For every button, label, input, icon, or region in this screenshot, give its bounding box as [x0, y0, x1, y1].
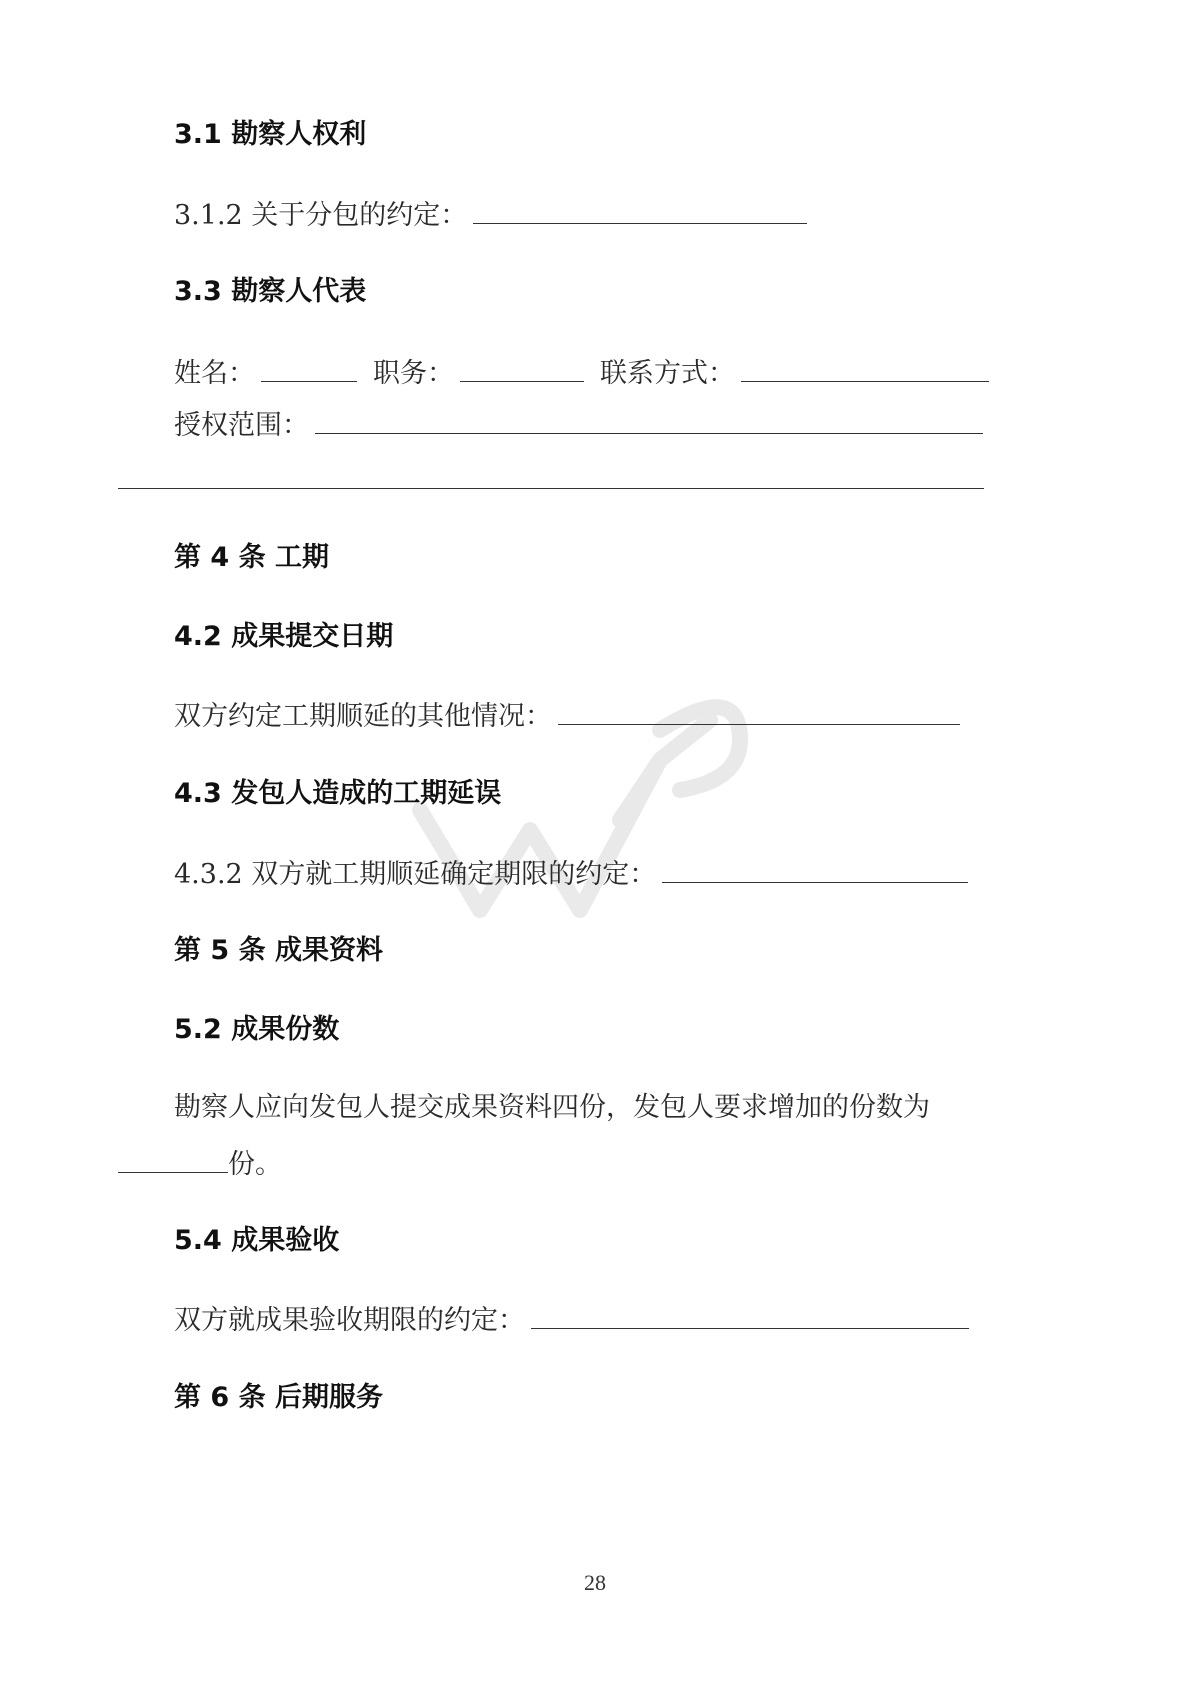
section-4-2-row	[174, 698, 960, 735]
authorization-scope-continuation	[118, 462, 984, 499]
extension-deadline-field[interactable]	[662, 856, 968, 883]
section-5-4-heading: 5.4 成果验收	[174, 1225, 340, 1256]
scope-field[interactable]	[315, 407, 983, 434]
copy-count-suffix: 份。	[228, 1149, 282, 1180]
section-5-2-heading: 5.2 成果份数	[174, 1014, 340, 1045]
section-4-3-heading: 4.3 发包人造成的工期延误	[174, 778, 502, 809]
contact-field[interactable]	[741, 355, 989, 382]
copy-count-field[interactable]	[118, 1146, 228, 1173]
representative-row	[174, 355, 989, 392]
extension-deadline-label: 4.3.2 双方就工期顺延确定期限的约定：	[174, 859, 657, 890]
section-3-1-2-row	[174, 197, 807, 234]
section-3-1-heading: 3.1 勘察人权利	[174, 119, 367, 150]
page-number: 28	[584, 1570, 606, 1595]
name-field[interactable]	[261, 355, 357, 382]
article-6-heading: 第 6 条 后期服务	[174, 1382, 383, 1413]
authorization-scope-row	[174, 407, 983, 444]
subcontract-label: 3.1.2 关于分包的约定：	[174, 200, 468, 231]
section-4-2-heading: 4.2 成果提交日期	[174, 621, 394, 652]
acceptance-deadline-field[interactable]	[531, 1302, 969, 1329]
extension-other-label: 双方约定工期顺延的其他情况：	[174, 701, 552, 732]
section-5-2-count-row	[118, 1146, 282, 1183]
section-5-4-row	[174, 1302, 969, 1339]
scope-label: 授权范围：	[174, 410, 309, 441]
position-field[interactable]	[460, 355, 584, 382]
scope-field-line-2[interactable]	[118, 462, 984, 489]
article-4-heading: 第 4 条 工期	[174, 542, 329, 573]
acceptance-deadline-label: 双方就成果验收期限的约定：	[174, 1305, 525, 1336]
position-label: 职务：	[373, 358, 454, 389]
contact-label: 联系方式：	[600, 358, 735, 389]
extension-other-field[interactable]	[558, 698, 960, 725]
section-5-2-text: 勘察人应向发包人提交成果资料四份，发包人要求增加的份数为	[174, 1092, 930, 1123]
section-3-3-heading: 3.3 勘察人代表	[174, 276, 367, 307]
section-4-3-2-row	[174, 856, 968, 893]
name-label: 姓名：	[174, 358, 255, 389]
article-5-heading: 第 5 条 成果资料	[174, 935, 383, 966]
subcontract-field[interactable]	[473, 197, 807, 224]
